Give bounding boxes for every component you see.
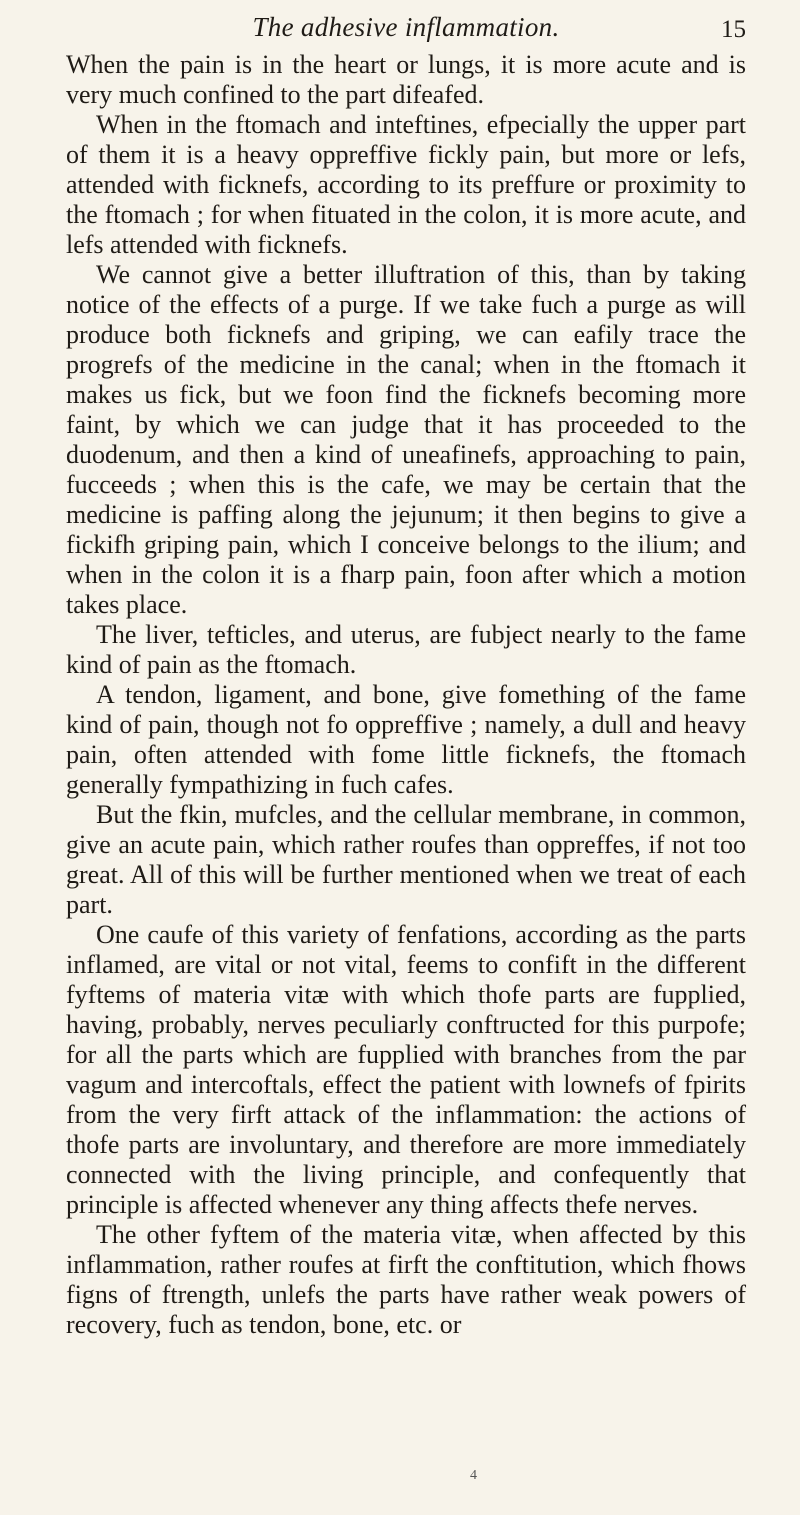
- paragraph-other-system: The other fyftem of the materia vitæ, when affected by this inflammation, rather roufes at firft the conftitution, which fhows figns of ftrength, unlefs the parts have rather weak powers of recovery, fuch as tendon, bone, etc. or: [66, 1220, 746, 1339]
- body-text: [66, 50, 746, 1340]
- running-head: [66, 10, 746, 50]
- paragraph-skin-muscles: But the fkin, mufcles, and the cellular membrane, in common, give an acute pain, which rather roufes than oppreffes, if not too great. All of this will be further mentioned when we treat of each part.: [66, 800, 746, 919]
- paragraph-pain-heart-lungs: When the pain is in the heart or lungs, it is more acute and is very much confined to the part difeafed.: [66, 50, 746, 109]
- paragraph-purge-illustration: We cannot give a better illuftration of this, than by taking notice of the effects of a purge. If we take fuch a purge as will produce both ficknefs and griping, we can eafily trace the progrefs of the medicine in the canal; when in the ftomach it makes us fick, but we foon find the ficknefs becoming more faint, by which we can judge that it has proceeded to the duodenum, and then a kind of uneafinefs, approaching to pain, fucceeds ; when this is the cafe, we may be certain that the medicine is paffing along the jejunum; it then begins to give a fickifh griping pain, which I conceive belongs to the ilium; and when in the colon it is a fharp pain, foon after which a motion takes place.: [66, 260, 746, 619]
- paragraph-liver-testicles-uterus: The liver, tefticles, and uterus, are fubject nearly to the fame kind of pain as the ftomach.: [66, 620, 746, 679]
- paragraph-cause-of-variety: One caufe of this variety of fenfations, according as the parts inflamed, are vital or not vital, feems to confift in the different fyftems of materia vitæ with which thofe parts are fupplied, having, probably, nerves peculiarly conftructed for this purpofe; for all the parts which are fupplied with branches from the par vagum and intercoftals, effect the patient with lownefs of fpirits from the very firft attack of the inflammation: the actions of thofe parts are involuntary, and therefore are more immediately connected with the living principle, and confequently that principle is affected whenever any thing affects thefe nerves.: [66, 920, 746, 1219]
- printer-mark: 4: [470, 1468, 477, 1483]
- page-number: 15: [721, 16, 746, 43]
- paragraph-stomach-intestines: When in the ftomach and inteftines, efpecially the upper part of them it is a heavy oppreffive fickly pain, but more or lefs, attended with ficknefs, according to its preffure or proximity to the ftomach ; for when fituated in the colon, it is more acute, and lefs attended with ficknefs.: [66, 110, 746, 259]
- paragraph-tendon-ligament-bone: A tendon, ligament, and bone, give fomething of the fame kind of pain, though not fo oppreffive ; namely, a dull and heavy pain, often attended with fome little ficknefs, the ftomach generally fympathizing in fuch cafes.: [66, 680, 746, 799]
- running-title: The adhesive inflammation.: [252, 12, 560, 42]
